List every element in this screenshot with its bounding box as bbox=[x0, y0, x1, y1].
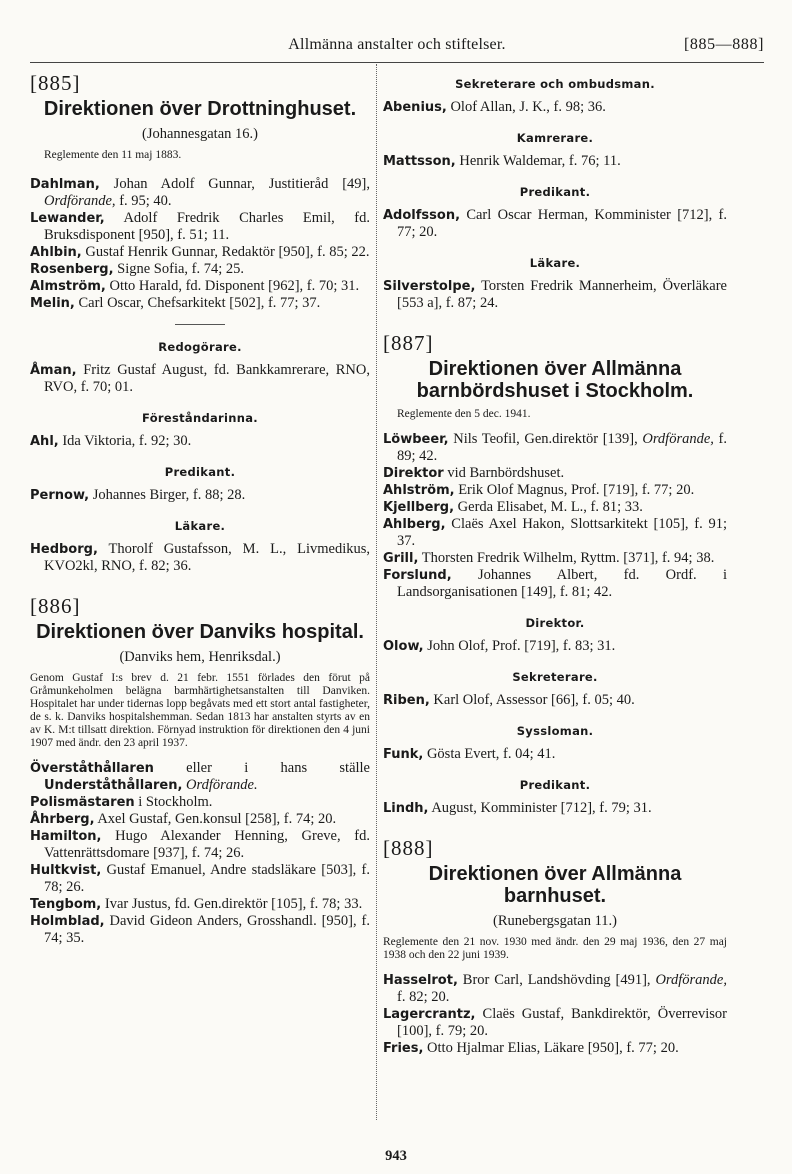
member-name: Ahlberg, bbox=[383, 517, 446, 532]
role-heading: Predikant. bbox=[519, 185, 591, 199]
member-name: Fries, bbox=[383, 1041, 424, 1056]
member-entry: Hamilton, Hugo Alexander Henning, Greve, fd. Vattenrättsdomare [937], f. 74; 26. bbox=[30, 828, 370, 861]
member-entry: Överståthållaren eller i hans ställe Underståthållaren, Ordförande. bbox=[30, 760, 370, 793]
member-name: Dahlman, bbox=[30, 177, 100, 192]
address-888: (Runebergsgatan 11.) bbox=[492, 913, 618, 929]
header-rule bbox=[30, 62, 764, 63]
member-name: Ahl, bbox=[30, 434, 59, 449]
member-name: Almström, bbox=[30, 279, 106, 294]
history-note-886: Genom Gustaf I:s brev d. 21 febr. 1551 förlades den förut på Gråmunkeholmen belägna barmhärtighetsanstalten till Danviken. Hospitalet har under tidernas lopp begåvats med ett stort antal fastigheter, de s. k. Danviks hospitalshemman. Sedan 1813 har anstalten styrts av en av K. M:t tillsatt direktion. Förnyad instruktion för direktionen den 4 juni 1907 med ändr. den 23 april 1937. bbox=[30, 672, 370, 749]
section-title-887: Direktionen över Allmänna barnbördshuset i Stockholm. bbox=[416, 358, 694, 402]
running-title: Allmänna anstalter och stiftelser. bbox=[288, 36, 506, 53]
member-entry: Lagercrantz, Claës Gustaf, Bankdirektör, Överrevisor [100], f. 79; 20. bbox=[383, 1006, 727, 1039]
member-name: Hamilton, bbox=[30, 829, 102, 844]
section-number-886: [886] bbox=[30, 594, 81, 618]
member-entry: Almström, Otto Harald, fd. Disponent [962], f. 70; 31. bbox=[30, 278, 360, 294]
role-heading: Föreståndarinna. bbox=[142, 411, 258, 425]
member-name: Riben, bbox=[383, 693, 430, 708]
role-heading: Predikant. bbox=[164, 465, 236, 479]
member-entry: Grill, Thorsten Fredrik Wilhelm, Ryttm. [371], f. 94; 38. bbox=[383, 550, 715, 566]
member-entry: Lindh, August, Komminister [712], f. 79; 31. bbox=[383, 800, 652, 816]
member-entry: Ahlström, Erik Olof Magnus, Prof. [719], f. 77; 20. bbox=[383, 482, 695, 498]
member-entry: Ahl, Ida Viktoria, f. 92; 30. bbox=[30, 433, 192, 449]
member-entry: Kjellberg, Gerda Elisabet, M. L., f. 81; 33. bbox=[383, 499, 643, 515]
member-name: Holmblad, bbox=[30, 914, 105, 929]
role-heading: Sekreterare. bbox=[512, 670, 598, 684]
member-entry: Pernow, Johannes Birger, f. 88; 28. bbox=[30, 487, 246, 503]
role-heading: Sekreterare och ombudsman. bbox=[455, 77, 655, 91]
member-entry: Hasselrot, Bror Carl, Landshövding [491], Ordförande, f. 82; 20. bbox=[383, 972, 727, 1005]
member-name: Grill, bbox=[383, 551, 419, 566]
member-entry: Funk, Gösta Evert, f. 04; 41. bbox=[383, 746, 556, 762]
member-name: Ahlström, bbox=[383, 483, 455, 498]
member-name: Hedborg, bbox=[30, 542, 98, 557]
member-entry: Lewander, Adolf Fredrik Charles Emil, fd. Bruksdisponent [950], f. 51; 11. bbox=[30, 210, 370, 243]
member-entry: Tengbom, Ivar Justus, fd. Gen.direktör [105], f. 78; 33. bbox=[30, 896, 363, 912]
member-entry: Löwbeer, Nils Teofil, Gen.direktör [139], Ordförande, f. 89; 42. bbox=[383, 431, 727, 464]
section-gap bbox=[383, 312, 727, 326]
regulation-note-888: Reglemente den 21 nov. 1930 med ändr. den 29 maj 1936, den 27 maj 1938 och den 22 juni 1939. bbox=[383, 936, 727, 961]
member-entry: Åhrberg, Axel Gustaf, Gen.konsul [258], f. 74; 20. bbox=[30, 811, 337, 827]
member-name: Pernow, bbox=[30, 488, 90, 503]
regulation-note-887: Reglemente den 5 dec. 1941. bbox=[397, 408, 531, 420]
member-entry: Ahlberg, Claës Axel Hakon, Slottsarkitekt [105], f. 91; 37. bbox=[383, 516, 727, 549]
member-entry: Forslund, Johannes Albert, fd. Ordf. i Landsorganisationen [149], f. 81; 42. bbox=[383, 567, 727, 600]
member-name: Mattsson, bbox=[383, 154, 456, 169]
member-entry: Fries, Otto Hjalmar Elias, Läkare [950], f. 77; 20. bbox=[383, 1040, 679, 1056]
role-heading: Kamrerare. bbox=[516, 131, 594, 145]
section-number-888: [888] bbox=[383, 836, 434, 860]
address-886: (Danviks hem, Henriksdal.) bbox=[119, 649, 281, 665]
member-entry: Hedborg, Thorolf Gustafsson, M. L., Livmedikus, KVO2kl, RNO, f. 82; 36. bbox=[30, 541, 370, 574]
member-name: Forslund, bbox=[383, 568, 452, 583]
member-name: Kjellberg, bbox=[383, 500, 455, 515]
member-entry: Åman, Fritz Gustaf August, fd. Bankkamrerare, RNO, RVO, f. 70; 01. bbox=[30, 362, 370, 395]
member-name: Hasselrot, bbox=[383, 973, 458, 988]
member-name: Adolfsson, bbox=[383, 208, 461, 223]
member-entry: Rosenberg, Signe Sofia, f. 74; 25. bbox=[30, 261, 245, 277]
member-name: Åman, bbox=[30, 363, 77, 378]
member-entry: Melin, Carl Oscar, Chefsarkitekt [502], f. 77; 37. bbox=[30, 295, 321, 311]
member-entry: Olow, John Olof, Prof. [719], f. 83; 31. bbox=[383, 638, 616, 654]
role-heading: Redogörare. bbox=[158, 340, 242, 354]
regulation-note-885: Reglemente den 11 maj 1883. bbox=[44, 149, 182, 161]
member-entry: Direktor vid Barnbördshuset. bbox=[383, 465, 565, 481]
member-entry: Mattsson, Henrik Waldemar, f. 76; 11. bbox=[383, 153, 621, 169]
section-gap bbox=[30, 575, 370, 589]
section-number-887: [887] bbox=[383, 331, 434, 355]
member-name: Löwbeer, bbox=[383, 432, 449, 447]
member-name: Rosenberg, bbox=[30, 262, 114, 277]
section-gap bbox=[383, 817, 727, 831]
section-title-885: Direktionen över Drottninghuset. bbox=[43, 98, 357, 120]
section-number-885: [885] bbox=[30, 71, 81, 95]
member-name: Lindh, bbox=[383, 801, 429, 816]
member-entry: Riben, Karl Olof, Assessor [66], f. 05; 40. bbox=[383, 692, 635, 708]
short-rule bbox=[175, 324, 225, 325]
address-885: (Johannesgatan 16.) bbox=[142, 126, 258, 142]
member-entry: Polismästaren i Stockholm. bbox=[30, 794, 213, 810]
member-name: Åhrberg, bbox=[30, 812, 95, 827]
member-name: Tengbom, bbox=[30, 897, 102, 912]
role-heading: Läkare. bbox=[174, 519, 226, 533]
section-title-886: Direktionen över Danviks hospital. bbox=[36, 621, 364, 643]
member-name: Olow, bbox=[383, 639, 424, 654]
right-column bbox=[383, 66, 727, 1057]
role-heading: Läkare. bbox=[529, 256, 581, 270]
role-heading: Predikant. bbox=[519, 778, 591, 792]
member-name: Ahlbin, bbox=[30, 245, 82, 260]
section-title-888: Direktionen över Allmänna barnhuset. bbox=[428, 863, 682, 907]
member-entry: Silverstolpe, Torsten Fredrik Mannerheim, Överläkare [553 a], f. 87; 24. bbox=[383, 278, 727, 311]
member-name: Direktor bbox=[383, 466, 444, 481]
role-heading: Direktor. bbox=[525, 616, 585, 630]
page-number: 943 bbox=[385, 1148, 407, 1164]
member-entry: Holmblad, David Gideon Anders, Grosshandl. [950], f. 74; 35. bbox=[30, 913, 370, 946]
member-name: Melin, bbox=[30, 296, 75, 311]
member-entry: Ahlbin, Gustaf Henrik Gunnar, Redaktör [950], f. 85; 22. bbox=[30, 244, 370, 260]
member-name: Funk, bbox=[383, 747, 424, 762]
member-entry: Hultkvist, Gustaf Emanuel, Andre stadsläkare [503], f. 78; 26. bbox=[30, 862, 370, 895]
role-heading: Syssloman. bbox=[516, 724, 594, 738]
member-name: Hultkvist, bbox=[30, 863, 102, 878]
column-divider bbox=[376, 64, 377, 1120]
left-column bbox=[30, 66, 370, 947]
section-range: [885—888] bbox=[683, 36, 764, 53]
page-header bbox=[30, 36, 764, 58]
member-entry: Dahlman, Johan Adolf Gunnar, Justitieråd [49], Ordförande, f. 95; 40. bbox=[30, 176, 370, 209]
member-entry: Abenius, Olof Allan, J. K., f. 98; 36. bbox=[383, 99, 606, 115]
member-name: Lagercrantz, bbox=[383, 1007, 476, 1022]
member-entry: Adolfsson, Carl Oscar Herman, Komminister [712], f. 77; 20. bbox=[383, 207, 727, 240]
member-name: Abenius, bbox=[383, 100, 447, 115]
member-name: Silverstolpe, bbox=[383, 279, 476, 294]
member-name: Lewander, bbox=[30, 211, 105, 226]
